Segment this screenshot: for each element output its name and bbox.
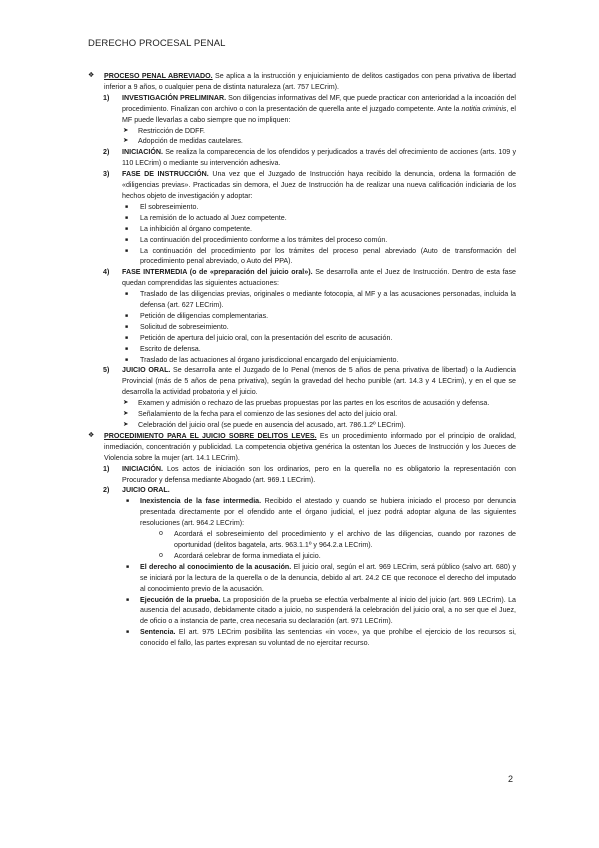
list-item: ■ La continuación del procedimiento conforme a los trámites del proceso común. — [125, 235, 388, 244]
section-proceso-abreviado — [86, 71, 516, 93]
page-number: 2 — [508, 774, 514, 784]
square-bullet-icon: ■ — [126, 498, 130, 505]
numbered-item: 1) INICIACIÓN. Los actos de iniciación son los ordinarios, pero en la querella no es obligatorio la representación con Procurador y defensa mediante Abogado (art. 969.1 LECrim). — [103, 464, 516, 484]
list-item: ■ El sobreseimiento. — [125, 202, 199, 211]
list-item: ➤ Restricción de DDFF. — [123, 126, 206, 135]
square-bullet-icon: ■ — [125, 323, 129, 330]
numbered-item: 5) JUICIO ORAL. Se desarrolla ante el Juzgado de lo Penal (menos de 5 años de pena privativa de libertad) o la Audiencia Provincial (más de 5 años de pena privativa), según la gravedad del hecho punible (art. 14.3 y 4 LECrim), y en el que se desarrolla la actividad probatoria y el juicio. — [103, 366, 516, 397]
arrow-bullet-icon: ➤ — [123, 126, 129, 134]
list-item: ➤ Señalamiento de la fecha para el comienzo de las sesiones del acto del juicio oral. — [123, 410, 398, 419]
square-bullet-icon: ■ — [125, 312, 129, 319]
square-bullet-icon: ■ — [125, 203, 129, 210]
square-bullet-icon: ■ — [125, 247, 129, 254]
section-delitos-leves — [86, 431, 516, 464]
circle-bullet-icon: o — [159, 530, 163, 538]
list-item: ■ La continuación del procedimiento por los trámites del proceso penal abreviado (Auto de transformación del procedimiento penal abreviado, o Auto del PPA). — [125, 246, 516, 266]
list-item: ■ La remisión de lo actuado al Juez competente. — [125, 213, 287, 222]
section-text: Se aplica a la instrucción y enjuiciamiento de delitos castigados con pena privativa de libertad inferior a 9 años, o cualquier pena de distinta naturaleza (art. 757 LECrim). — [104, 72, 516, 91]
list-item: ■ Ejecución de la prueba. La proposición de la prueba se efectúa verbalmente al inicio del juicio (art. 969 LECrim). La ausencia del acusado, debidamente citado a juicio, no suspenderá la celebración del juicio oral, a no ser que el Juez, de oficio o a instancia de parte, crea necesaria su declaración (art. 971 LECrim). — [126, 595, 516, 626]
square-bullet-icon: ■ — [125, 356, 129, 363]
list-item: ■ Escrito de defensa. — [125, 344, 201, 353]
list-item: o Acordará el sobreseimiento del procedimiento y el archivo de las diligencias, cuando por razones de oportunidad (delitos bagatela, arts. 963.1.1º y 964.2.a LECrim). — [159, 530, 516, 549]
list-item: ■ Traslado de las diligencias previas, originales o mediante fotocopia, al MF y a las acusaciones personadas, incluida la defensa (art. 627 LECrim). — [125, 290, 516, 310]
numbered-item: 3) FASE DE INSTRUCCIÓN. Una vez que el Juzgado de Instrucción haya recibido la denuncia, ordena la formación de «diligencias previas». Practicadas sin demora, el Juez de Instrucción ha de realizar una nueva calificación indiciaria de los hechos objeto de investigación y adoptar: — [103, 170, 517, 200]
numbered-item: 1) INVESTIGACIÓN PRELIMINAR. Son diligencias informativas del MF, que puede practicar con anterioridad a la incoación del procedimiento. Finalizan con archivo o con la presentación de querella ante el juzgado competente. Ante la notitia criminis, el MF puede llevarlas a cabo siempre que no impliquen: — [103, 93, 516, 124]
square-bullet-icon: ■ — [125, 214, 129, 221]
section-text: Es un procedimiento informado por el principio de oralidad, inmediación, concentración y publicidad. La competencia objetiva genérica la ostentan los Jueces de Instrucción y los Jueces de Violencia sobre la mujer (art. 14.1 LECrim). — [104, 431, 516, 462]
square-bullet-icon: ■ — [126, 629, 130, 636]
list-item: o Acordará celebrar de forma inmediata el juicio. — [159, 551, 321, 560]
list-item: ■ Solicitud de sobreseimiento. — [125, 322, 229, 331]
diamond-bullet-icon: ❖ — [88, 72, 95, 79]
list-item: ■ El derecho al conocimiento de la acusación. El juicio oral, según el art. 969 LECrim, será público (salvo art. 680) y se iniciará por la lectura de la querella o de la denuncia, debido al art. 24.2 CE que reconoce el derecho del imputado al conocimiento previo de la acusación. — [126, 562, 516, 593]
list-item: ■ Petición de diligencias complementarias. — [125, 311, 269, 320]
list-item: ■ Petición de apertura del juicio oral, con la presentación del escrito de acusación. — [125, 333, 393, 342]
list-item: ➤ Celebración del juicio oral (se puede en ausencia del acusado, art. 786.1.2º LECrim). — [123, 421, 406, 429]
page-header: DERECHO PROCESAL PENAL — [88, 38, 226, 49]
circle-bullet-icon: o — [159, 551, 163, 559]
arrow-bullet-icon: ➤ — [123, 410, 129, 418]
square-bullet-icon: ■ — [125, 345, 129, 352]
square-bullet-icon: ■ — [126, 596, 130, 603]
list-item: ■ Inexistencia de la fase intermedia. Recibido el atestado y cuando se hubiera iniciado el proceso por denuncia presentada directamente por el ofendido ante el órgano judicial, el juez podrá adoptar alguna de las siguientes resoluciones (art. 964.2 LECrim): — [126, 497, 516, 528]
diamond-bullet-icon: ❖ — [88, 431, 95, 439]
section-title: PROCESO PENAL ABREVIADO. — [104, 72, 213, 80]
numbered-item: 2) INICIACIÓN. Se realiza la comparecencia de los ofendidos y perjudicados a través del ofrecimiento de acciones (arts. 109 y 110 LECrim) o mediante su intervención adhesiva. — [103, 148, 516, 168]
list-item: ➤ Adopción de medidas cautelares. — [123, 137, 243, 146]
square-bullet-icon: ■ — [126, 563, 130, 570]
arrow-bullet-icon: ➤ — [123, 137, 129, 145]
list-item: ■ Traslado de las actuaciones al órgano jurisdiccional encargado del enjuiciamiento. — [125, 355, 399, 364]
list-item: ■ La inhibición al órgano competente. — [125, 224, 253, 233]
section-title: PROCEDIMIENTO PARA EL JUICIO SOBRE DELITOS LEVES. — [104, 431, 317, 440]
square-bullet-icon: ■ — [125, 225, 129, 232]
numbered-item: 2) JUICIO ORAL. — [103, 486, 170, 495]
square-bullet-icon: ■ — [125, 236, 129, 243]
list-item: ■ Sentencia. El art. 975 LECrim posibilita las sentencias «in voce», ya que prohíbe el ejercicio de los recursos si, conocido el fallo, las partes expresan su voluntad de no ejercitar recurso. — [126, 628, 516, 648]
arrow-bullet-icon: ➤ — [123, 399, 129, 407]
square-bullet-icon: ■ — [125, 334, 129, 341]
square-bullet-icon: ■ — [125, 291, 129, 298]
arrow-bullet-icon: ➤ — [123, 421, 129, 428]
list-item: ➤ Examen y admisión o rechazo de las pruebas propuestas por las partes en los escritos de acusación y defensa. — [123, 399, 490, 408]
document-body — [86, 71, 516, 649]
numbered-item: 4) FASE INTERMEDIA (o de «preparación del juicio oral»). Se desarrolla ante el Juez de Instrucción. Dentro de esta fase quedan comprendidas las siguientes actuaciones: — [103, 268, 516, 288]
